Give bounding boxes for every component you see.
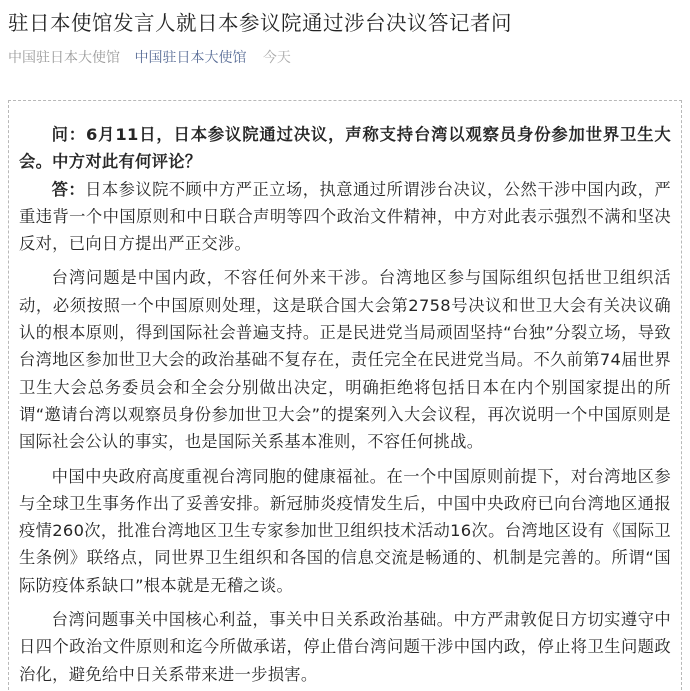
body-paragraph-3: 台湾问题事关中国核心利益，事关中日关系政治基础。中方严肃敦促日方切实遵守中日四个政治文件原则和迄今所做承诺，停止借台湾问题干涉中国内政，停止将卫生问题政治化，避免给中日关系带来进一步损害。 [19,610,671,684]
article-title: 驻日本使馆发言人就日本参议院通过涉台决议答记者问 [8,11,512,35]
answer-label: 答： [51,179,86,199]
author-name: 中国驻日本大使馆 [8,50,120,66]
article-body [8,100,682,690]
answer-paragraph [19,176,671,258]
account-link[interactable]: 中国驻日本大使馆 [134,50,247,66]
publish-time: 今天 [262,50,291,66]
body-paragraph-1: 台湾问题是中国内政，不容任何外来干涉。台湾地区参与国际组织包括世卫组织活动，必须按照一个中国原则处理，这是联合国大会第2758号决议和世卫大会有关决议确认的根本原则，得到国际社会普遍支持。正是民进党当局顽固坚持“台独”分裂立场，导致台湾地区参加世卫大会的政治基础不复存在，责任完全在民进党当局。不久前第74届世界卫生大会总务委员会和全会分别做出决定，明确拒绝将包括日本在内个别国家提出的所谓“邀请台湾以观察员身份参加世卫大会”的提案列入大会议程，再次说明一个中国原则是国际社会公认的事实，也是国际关系基本准则，不容任何挑战。 [19,268,671,452]
answer-text: 日本参议院不顾中方严正立场，执意通过所谓涉台决议，公然干涉中国内政，严重违背一个中国原则和中日联合声明等四个政治文件精神，中方对此表示强烈不满和坚决反对，已向日方提出严正交涉。 [19,179,671,254]
body-paragraph-2: 中国中央政府高度重视台湾同胞的健康福祉。在一个中国原则前提下，对台湾地区参与全球卫生事务作出了妥善安排。新冠肺炎疫情发生后，中国中央政府已向台湾地区通报疫情260次，批准台湾地区卫生专家参加世卫组织技术活动16次。台湾地区设有《国际卫生条例》联络点，同世界卫生组织和各国的信息交流是畅通的、机制是完善的。所谓“国际防疫体系缺口”根本就是无稽之谈。 [19,466,671,595]
question-paragraph: 问：6月11日，日本参议院通过决议，声称支持台湾以观察员身份参加世界卫生大会。中方对此有何评论？ [19,125,671,172]
article-meta [8,47,291,67]
